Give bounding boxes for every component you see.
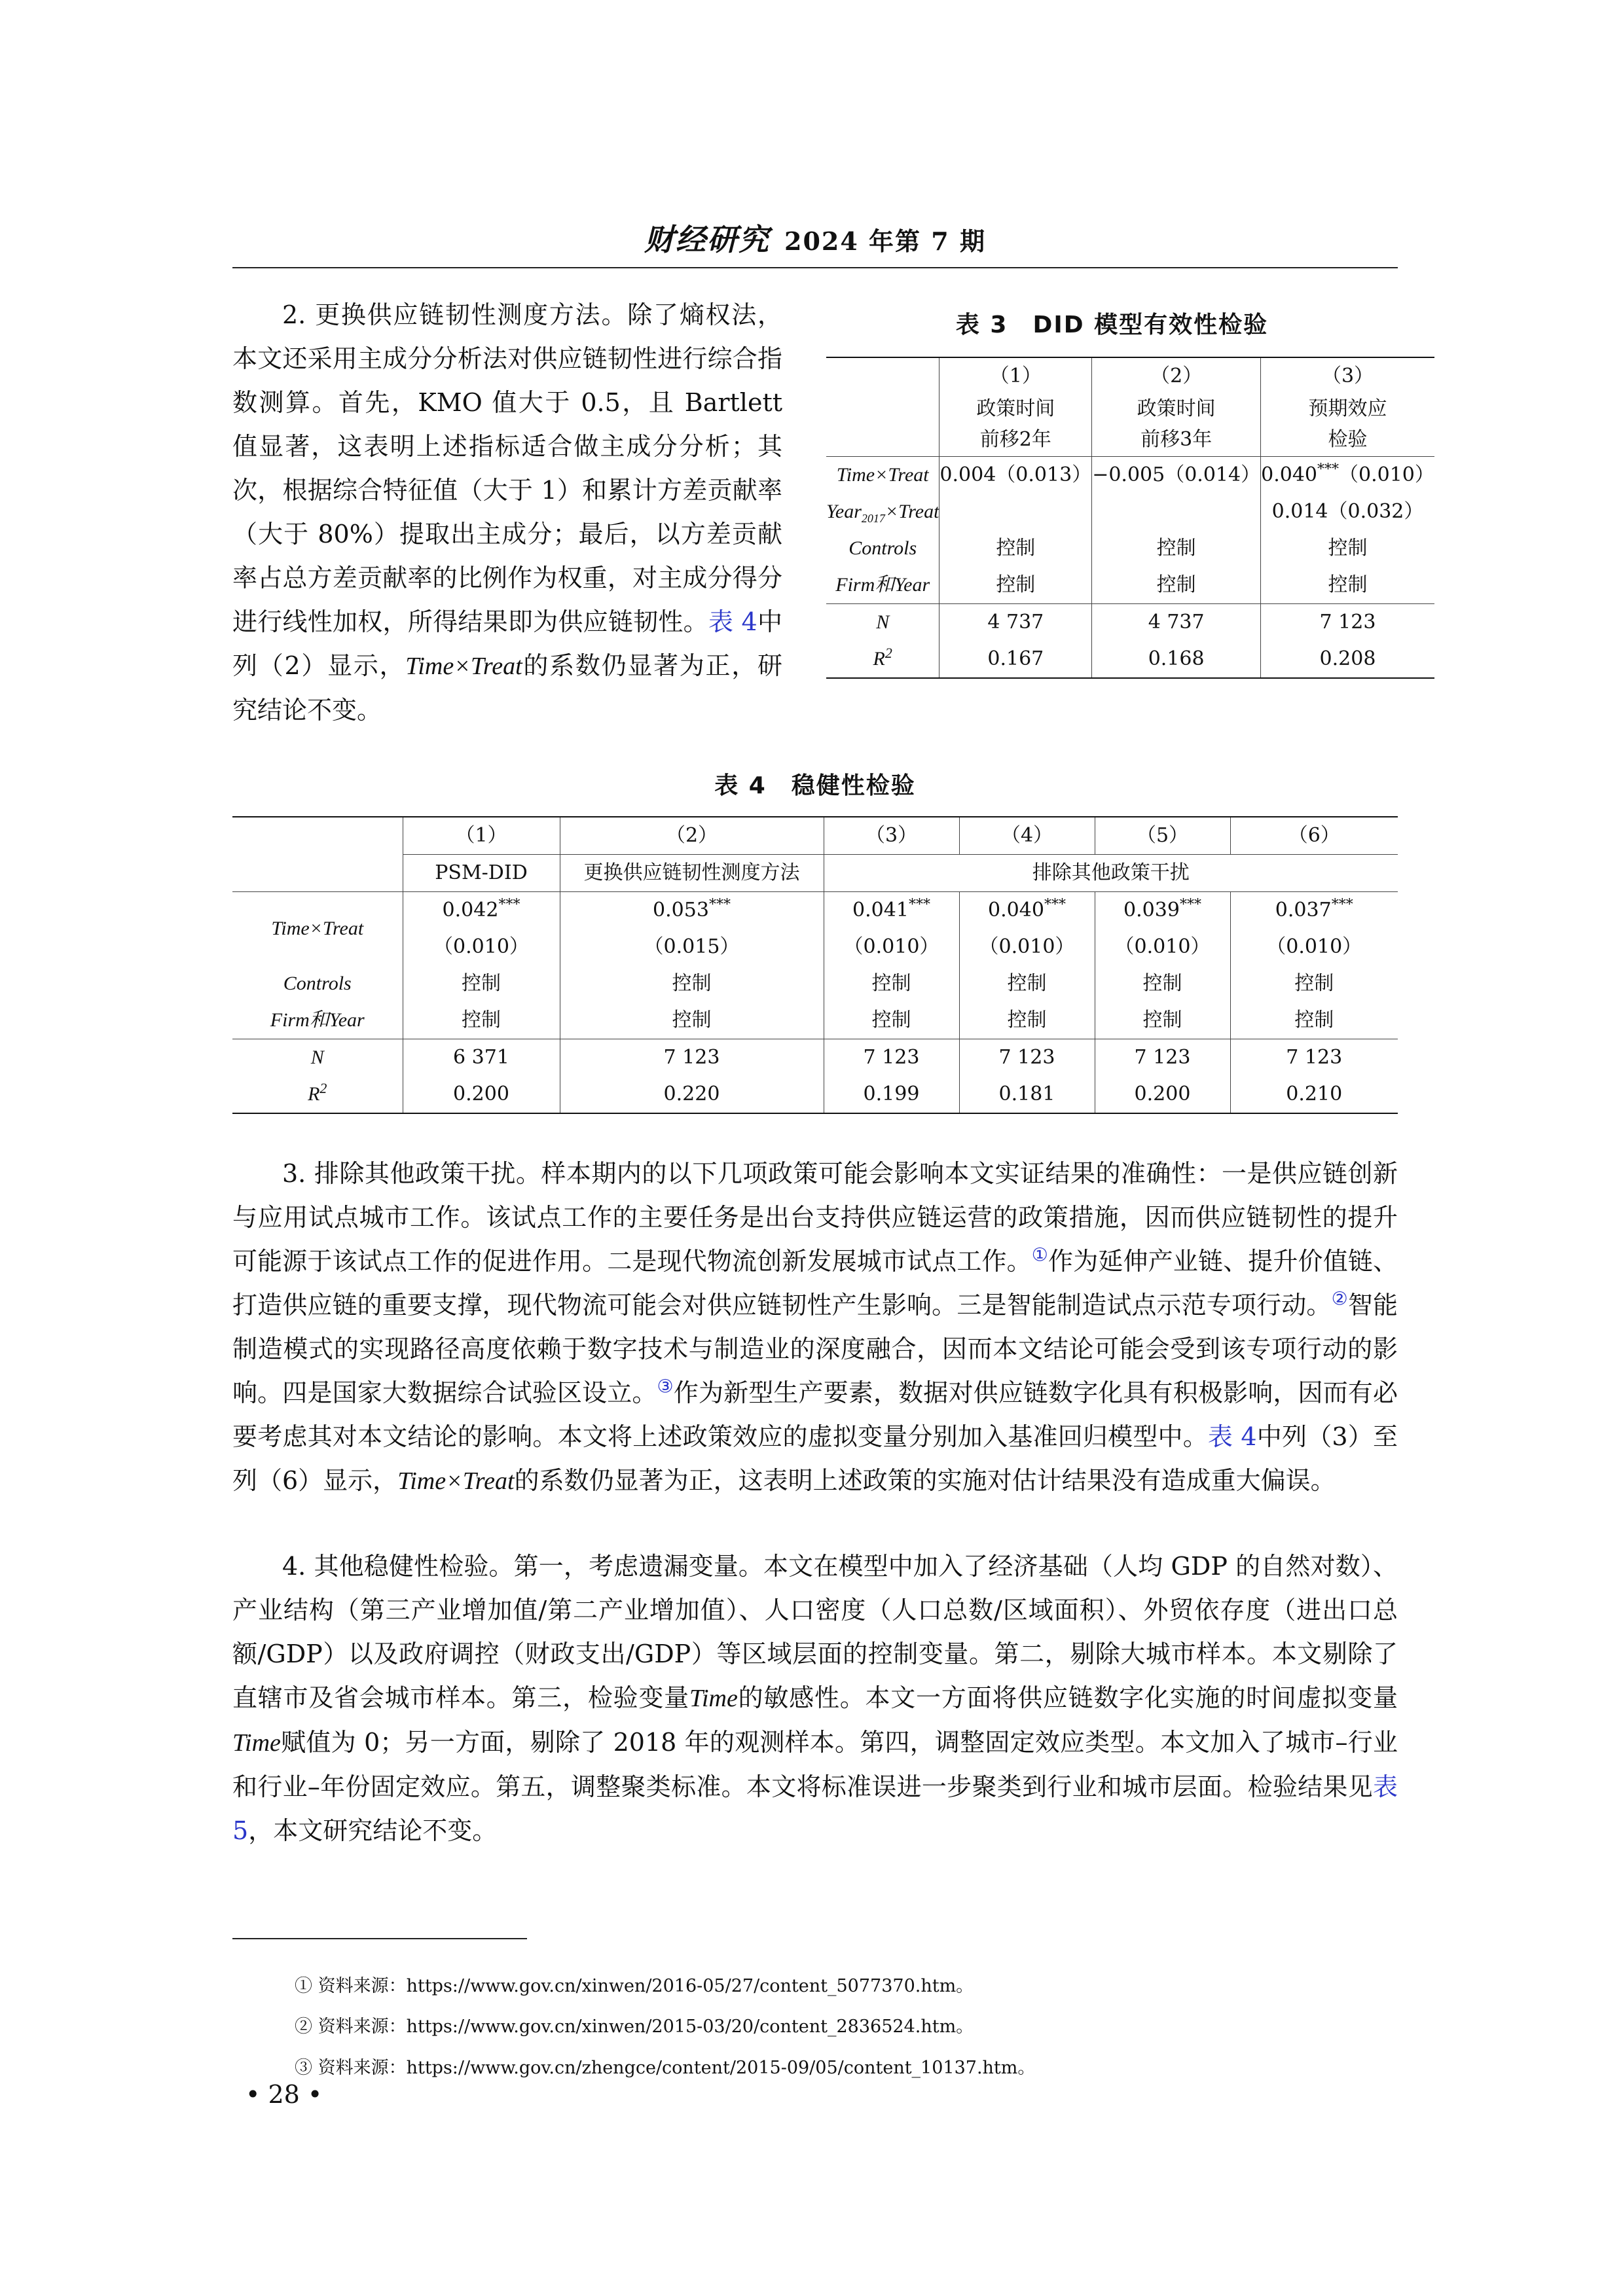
table-cell bbox=[826, 357, 939, 395]
table-col-num: （2） bbox=[560, 817, 824, 855]
significance-stars: *** bbox=[1317, 461, 1339, 478]
table-cell: 控制 bbox=[939, 530, 1092, 567]
table-cell: 0.200 bbox=[1095, 1076, 1230, 1113]
table-cell: 7 123 bbox=[824, 1039, 959, 1077]
table-cell: 0.199 bbox=[824, 1076, 959, 1113]
header-rule bbox=[232, 267, 1398, 268]
table-col-title: 前移2年 bbox=[939, 423, 1092, 457]
row-label-r2: $R^2$ bbox=[232, 1076, 403, 1113]
table-cell: 控制 bbox=[1294, 972, 1334, 995]
table-cell: 0.168 bbox=[1092, 641, 1261, 678]
table-cell: 控制 bbox=[1261, 567, 1434, 604]
table4-link[interactable]: 表 4 bbox=[1207, 1422, 1257, 1451]
paragraph-text: 的系数仍显著为正，研究结论不变。 bbox=[232, 651, 782, 725]
table-col-title: 政策时间 bbox=[1092, 395, 1261, 423]
footnote-ref[interactable]: ① bbox=[1031, 1244, 1049, 1266]
footnote-1: ① 资料来源：https://www.gov.cn/xinwen/2016-05/27/content_5077370.htm。 bbox=[295, 1976, 974, 1996]
table-cell: 控制 bbox=[824, 965, 959, 1002]
paragraph-text: 作为延伸产业链、提升价值链、打造供应链的重要支撑，现代物流可能会对供应链韧性产生影响。三是智能制造试点示范专项行动。 bbox=[232, 1247, 1398, 1319]
se-cell: （0.010） bbox=[1266, 935, 1362, 958]
table-col-num: （6） bbox=[1230, 817, 1398, 855]
footnote-ref[interactable]: ② bbox=[1331, 1287, 1348, 1310]
paragraph-text: 作为新型生产要素，数据对供应链数字化具有积极影响，因而有必要考虑其对本文结论的影响。本文将上述政策效应的虚拟变量分别加入基准回归模型中。 bbox=[232, 1378, 1398, 1451]
table-col-num: （2） bbox=[1092, 357, 1261, 395]
table-col-num: （3） bbox=[1261, 357, 1434, 395]
table4 bbox=[232, 816, 1398, 1114]
journal-name: 财经研究 bbox=[644, 222, 771, 257]
se-cell: （0.010） bbox=[959, 929, 1095, 965]
table-cell: 4 737 bbox=[1092, 604, 1261, 641]
coef-cell: 0.037*** bbox=[1275, 897, 1353, 922]
table-col-num: （1） bbox=[403, 817, 560, 855]
table-cell: 7 123 bbox=[560, 1039, 824, 1077]
table-cell bbox=[232, 817, 403, 855]
table-cell: 0.181 bbox=[959, 1076, 1095, 1113]
table4-caption: 表 4 稳健性检验 bbox=[714, 772, 916, 799]
paragraph-text: 的系数仍显著为正，这表明上述政策的实施对估计结果没有造成重大偏误。 bbox=[514, 1466, 1336, 1495]
issue-label: 2024 年第 7 期 bbox=[784, 226, 986, 256]
paragraph-text: 中列（2）显示， bbox=[232, 607, 782, 680]
coef-value: 0.040 bbox=[1261, 463, 1317, 486]
table3-caption: 表 3 DID 模型有效性检验 bbox=[955, 312, 1269, 338]
table4-link[interactable]: 表 4 bbox=[708, 607, 757, 636]
paragraph-other-robustness bbox=[232, 1545, 1398, 1853]
footnote-3: ③ 资料来源：https://www.gov.cn/zhengce/content/2015-09/05/content_10137.htm。 bbox=[295, 2058, 1036, 2078]
row-label-time-treat: Time×Treat bbox=[826, 457, 939, 494]
table-cell: 0.220 bbox=[560, 1076, 824, 1113]
footnote-ref[interactable]: ③ bbox=[657, 1375, 674, 1397]
table-col-title: 前移3年 bbox=[1092, 423, 1261, 457]
row-label-r2: $R^2$ bbox=[826, 641, 939, 678]
table-cell: 控制 bbox=[824, 1002, 959, 1039]
table-cell: 控制 bbox=[1230, 1002, 1398, 1039]
table-col-title: 检验 bbox=[1261, 423, 1434, 457]
group-exclude-policy: 排除其他政策干扰 bbox=[824, 855, 1398, 892]
table-cell: 7 123 bbox=[1286, 1046, 1343, 1069]
table-cell: 控制 bbox=[1095, 1002, 1230, 1039]
variable-name: Time bbox=[232, 1729, 281, 1757]
row-label-controls: Controls bbox=[826, 530, 939, 567]
table-cell: 控制 bbox=[1092, 530, 1261, 567]
table-cell: 控制 bbox=[403, 1002, 560, 1039]
paragraph-exclude-policy bbox=[232, 1152, 1398, 1503]
table-cell: 控制 bbox=[939, 567, 1092, 604]
coef-cell: 0.053*** bbox=[560, 892, 824, 929]
paragraph-text: 智能制造模式的实现路径高度依赖于数字技术与制造业的深度融合，因而本文结论可能会受到该专项行动的影响。四是国家大数据综合试验区设立。 bbox=[232, 1291, 1398, 1407]
table-cell: 7 123 bbox=[1319, 611, 1376, 634]
page-number: • 28 • bbox=[246, 2080, 323, 2109]
paragraph-alt-measure bbox=[232, 293, 782, 732]
table-cell bbox=[1261, 457, 1434, 494]
footnote-rule bbox=[232, 1938, 527, 1939]
table-cell bbox=[232, 855, 403, 892]
table-col-num: （4） bbox=[959, 817, 1095, 855]
table-cell: 控制 bbox=[1328, 537, 1368, 560]
table-cell: 0.014（0.032） bbox=[1271, 500, 1424, 523]
se-cell: （0.010） bbox=[824, 929, 959, 965]
table-col-num: （5） bbox=[1095, 817, 1230, 855]
se-cell: （0.010） bbox=[403, 929, 560, 965]
row-label-time-treat: Time×Treat bbox=[232, 892, 403, 966]
table-cell: 控制 bbox=[959, 965, 1095, 1002]
table-cell: 控制 bbox=[560, 965, 824, 1002]
row-label-controls: Controls bbox=[232, 965, 403, 1002]
coef-cell: 0.039*** bbox=[1095, 892, 1230, 929]
table-cell: 6 371 bbox=[403, 1039, 560, 1077]
paragraph-text: ，本文研究结论不变。 bbox=[248, 1816, 498, 1845]
row-label-fe: Firm和Year bbox=[826, 567, 939, 604]
table-cell: 7 123 bbox=[959, 1039, 1095, 1077]
row-label-n: N bbox=[232, 1039, 403, 1077]
table5-link[interactable]: 表 5 bbox=[232, 1772, 1398, 1845]
table-cell bbox=[826, 395, 939, 423]
paragraph-text: 中列（3）至列（6）显示， bbox=[232, 1422, 1398, 1495]
paragraph-text: 4. 其他稳健性检验。第一，考虑遗漏变量。本文在模型中加入了经济基础（人均 GDP 的自然对数）、产业结构（第三产业增加值/第二产业增加值）、人口密度（人口总数/区域面积）、外贸依存度（进出口总额/GDP）以及政府调控（财政支出/GDP）等区域层面的控制变量。第二，剔除大城市样本。本文剔除了直辖市及省会城市样本。第三，检验变量 bbox=[232, 1552, 1398, 1712]
running-header bbox=[232, 216, 1398, 259]
paragraph-text: 的敏感性。本文一方面将供应链数字化实施的时间虚拟变量 bbox=[737, 1683, 1398, 1712]
paragraph-text: 2. 更换供应链韧性测度方法。除了熵权法，本文还采用主成分分析法对供应链韧性进行综合指数测算。首先，KMO 值大于 0.5，且 Bartlett 值显著，这表明上述指标适合做主成分分析；其次，根据综合特征值（大于 1）和累计方差贡献率（大于 80%）提取出主成分；最后，以方差贡献率占总方差贡献率的比例作为权重，对主成分得分进行线性加权，所得结果即为供应链韧性。 bbox=[232, 300, 782, 636]
row-label-year2017-treat: Year$_{2017}$×Treat bbox=[826, 493, 939, 530]
table3 bbox=[826, 357, 1434, 679]
table-cell: 0.167 bbox=[939, 641, 1092, 678]
table-cell: 0.208 bbox=[1261, 641, 1434, 678]
row-label-fe: Firm和Year bbox=[232, 1002, 403, 1039]
table-cell: 控制 bbox=[1095, 965, 1230, 1002]
paragraph-text: 赋值为 0；另一方面，剔除了 2018 年的观测样本。第四，调整固定效应类型。本文加入了城市–行业和行业–年份固定效应。第五，调整聚类标准。本文将标准误进一步聚类到行业和城市层面。检验结果见 bbox=[232, 1728, 1398, 1801]
table-col-title: 预期效应 bbox=[1308, 397, 1387, 420]
table-col-num: （1） bbox=[939, 357, 1092, 395]
table-cell: 0.200 bbox=[403, 1076, 560, 1113]
paragraph-text: 3. 排除其他政策干扰。样本期内的以下几项政策可能会影响本文实证结果的准确性：一是供应链创新与应用试点城市工作。该试点工作的主要任务是出台支持供应链运营的政策措施，因而供应链韧性的提升可能源于该试点工作的促进作用。二是现代物流创新发展城市试点工作。 bbox=[232, 1159, 1398, 1276]
table-cell: 7 123 bbox=[1095, 1039, 1230, 1077]
table-cell bbox=[939, 493, 1092, 530]
table-cell: −0.005（0.014） bbox=[1092, 457, 1261, 494]
table-cell: 控制 bbox=[1092, 567, 1261, 604]
row-label-n: N bbox=[826, 604, 939, 641]
table-cell: 0.210 bbox=[1230, 1076, 1398, 1113]
se-cell: （0.010） bbox=[1095, 929, 1230, 965]
variable-name: Time×Treat bbox=[405, 653, 522, 680]
variable-name: Time bbox=[689, 1685, 738, 1712]
table-cell: 控制 bbox=[959, 1002, 1095, 1039]
table-cell: 控制 bbox=[403, 965, 560, 1002]
group-alt-measure: 更换供应链韧性测度方法 bbox=[560, 855, 824, 892]
se-value: （0.010） bbox=[1339, 463, 1434, 486]
table-cell bbox=[1092, 493, 1261, 530]
group-psm-did: PSM-DID bbox=[403, 855, 560, 892]
footnote-2: ② 资料来源：https://www.gov.cn/xinwen/2015-03/20/content_2836524.htm。 bbox=[295, 2017, 974, 2037]
coef-cell: 0.040*** bbox=[959, 892, 1095, 929]
table-cell: 控制 bbox=[560, 1002, 824, 1039]
table-cell: 4 737 bbox=[939, 604, 1092, 641]
coef-cell: 0.042*** bbox=[403, 892, 560, 929]
se-cell: （0.015） bbox=[560, 929, 824, 965]
table-cell: 0.004（0.013） bbox=[939, 457, 1092, 494]
table-col-num: （3） bbox=[824, 817, 959, 855]
table-cell bbox=[826, 423, 939, 457]
coef-cell: 0.041*** bbox=[824, 892, 959, 929]
variable-name: Time×Treat bbox=[397, 1467, 515, 1495]
table-col-title: 政策时间 bbox=[939, 395, 1092, 423]
